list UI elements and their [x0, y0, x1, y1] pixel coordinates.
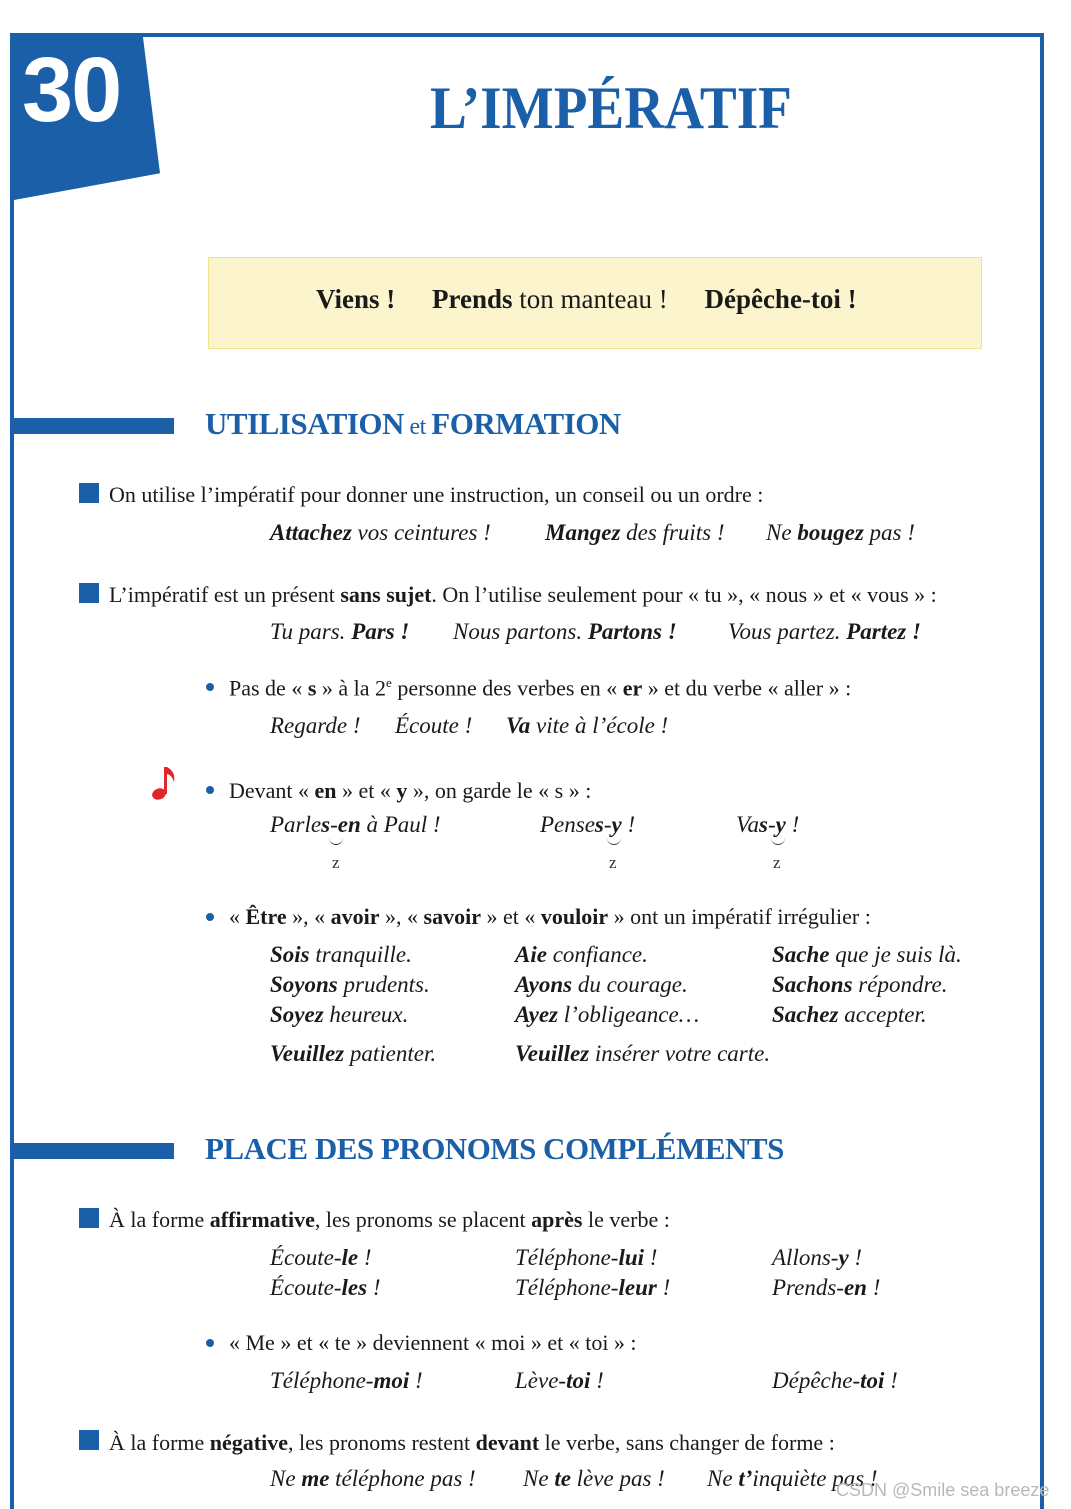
example: Vous partez. Partez ! [728, 619, 921, 644]
title-part: et [403, 414, 432, 440]
example: Va vite à l’école ! [506, 713, 669, 738]
liaison-z: z [609, 853, 617, 872]
rule-text: L’impératif est un présent sans sujet. On l’utilise seulement pour « tu », « nous » et « vous » : [109, 582, 937, 607]
round-bullet [206, 786, 214, 794]
intro-example-2-verb: Prends [432, 284, 513, 314]
example: Sois tranquille. [270, 942, 412, 967]
example: Vas-y ! [736, 812, 800, 837]
chapter-number: 30 [22, 39, 121, 141]
example: Sachez accepter. [772, 1002, 927, 1027]
example: Regarde ! [270, 713, 361, 738]
example: Penses-y ! [540, 812, 636, 837]
example: Parles-en à Paul ! [270, 812, 441, 837]
example: Ayez l’obligeance… [515, 1002, 700, 1027]
rule-text: « Être », « avoir », « savoir » et « vouloir » ont un impératif irrégulier : [229, 904, 871, 929]
rule-text: À la forme affirmative, les pronoms se placent après le verbe : [109, 1207, 670, 1232]
example: Attachez vos ceintures ! [270, 520, 491, 545]
example: Ne te lève pas ! [523, 1466, 665, 1491]
section-bar [14, 1143, 174, 1159]
example: Téléphone-lui ! [515, 1245, 658, 1270]
example: Écoute-les ! [270, 1275, 381, 1300]
section-bar [14, 418, 174, 434]
music-note-icon [150, 764, 178, 802]
example: Ayons du courage. [515, 972, 688, 997]
example: Allons-y ! [772, 1245, 863, 1270]
example: Écoute-le ! [270, 1245, 372, 1270]
intro-examples [316, 284, 887, 315]
section-title-utilisation [205, 406, 621, 442]
square-bullet [79, 1208, 99, 1228]
example: Soyez heureux. [270, 1002, 409, 1027]
square-bullet [79, 483, 99, 503]
rule-text: À la forme négative, les pronoms restent devant le verbe, sans changer de forme : [109, 1430, 835, 1455]
rule-text: On utilise l’impératif pour donner une instruction, un conseil ou un ordre : [109, 482, 764, 507]
example: Prends-en ! [772, 1275, 881, 1300]
example: Veuillez patienter. [270, 1041, 437, 1066]
page-frame-left [10, 33, 14, 1509]
rule-text: Devant « en » et « y », on garde le « s » : [229, 778, 592, 803]
round-bullet [206, 683, 214, 691]
example: Sache que je suis là. [772, 942, 962, 967]
liaison-arc [607, 838, 621, 845]
liaison-arc [771, 838, 785, 845]
example: Ne me téléphone pas ! [270, 1466, 476, 1491]
watermark: CSDN @Smile sea breeze [836, 1480, 1050, 1500]
rule-text: « Me » et « te » deviennent « moi » et « toi » : [229, 1330, 637, 1355]
example: Aie confiance. [515, 942, 648, 967]
section-title-pronoms: PLACE DES PRONOMS COMPLÉMENTS [205, 1131, 784, 1166]
example: Nous partons. Partons ! [453, 619, 677, 644]
square-bullet [79, 583, 99, 603]
example: Lève-toi ! [515, 1368, 604, 1393]
title-part: FORMATION [431, 406, 621, 441]
example: Téléphone-leur ! [515, 1275, 671, 1300]
intro-example-3: Dépêche-toi ! [704, 284, 857, 314]
liaison-z: z [332, 853, 340, 872]
page-frame-right [1040, 33, 1044, 1509]
title-part: UTILISATION [205, 406, 404, 441]
page-title: L’IMPÉRATIF [430, 75, 792, 141]
intro-example-2-rest: ton manteau ! [512, 284, 668, 314]
example: Sachons répondre. [772, 972, 948, 997]
example: Ne t’inquiète pas ! [707, 1466, 878, 1491]
square-bullet [79, 1430, 99, 1450]
example: Tu pars. Pars ! [270, 619, 410, 644]
example: Soyons prudents. [270, 972, 430, 997]
example: Dépêche-toi ! [772, 1368, 898, 1393]
page-frame-top [14, 33, 1044, 37]
round-bullet [206, 1339, 214, 1347]
rule-text: Pas de « s » à la 2e personne des verbes en « er » et du verbe « aller » : [229, 675, 852, 701]
liaison-z: z [773, 853, 781, 872]
example: Téléphone-moi ! [270, 1368, 423, 1393]
liaison-arc [329, 838, 343, 845]
example: Écoute ! [395, 713, 473, 738]
round-bullet [206, 913, 214, 921]
example: Ne bougez pas ! [766, 520, 915, 545]
intro-example-1: Viens ! [316, 284, 396, 314]
example: Mangez des fruits ! [545, 520, 725, 545]
example: Veuillez insérer votre carte. [515, 1041, 771, 1066]
